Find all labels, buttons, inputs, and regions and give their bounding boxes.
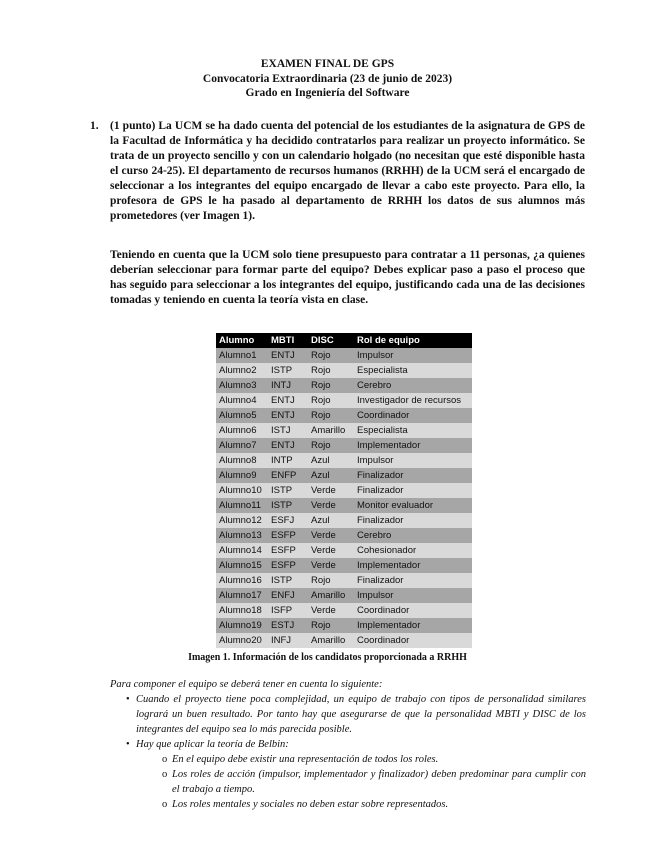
cell-disc: Rojo <box>308 618 354 633</box>
cell-mbti: INTJ <box>268 378 308 393</box>
cell-disc: Verde <box>308 543 354 558</box>
cell-rol: Cerebro <box>354 528 472 543</box>
question-number: 1. <box>90 120 99 132</box>
cell-mbti: ISTP <box>268 483 308 498</box>
candidates-table-wrapper <box>216 333 472 648</box>
column-header-disc: DISC <box>308 333 354 348</box>
cell-rol: Implementador <box>354 558 472 573</box>
cell-disc: Rojo <box>308 393 354 408</box>
cell-alumno: Alumno19 <box>216 618 268 633</box>
cell-alumno: Alumno1 <box>216 348 268 363</box>
cell-mbti: ESFP <box>268 528 308 543</box>
cell-rol: Cerebro <box>354 378 472 393</box>
table-row <box>216 633 472 648</box>
table-body <box>216 348 472 648</box>
cell-disc: Rojo <box>308 408 354 423</box>
table-row <box>216 423 472 438</box>
table-caption: Imagen 1. Información de los candidatos proporcionada a RRHH <box>188 652 467 663</box>
exam-title: EXAMEN FINAL DE GPS <box>260 58 395 70</box>
candidates-table <box>216 333 472 648</box>
notes-intro: Para componer el equipo se deberá tener en cuenta lo siguiente: <box>110 679 383 690</box>
cell-rol: Investigador de recursos <box>354 393 472 408</box>
cell-disc: Verde <box>308 558 354 573</box>
cell-disc: Verde <box>308 498 354 513</box>
cell-mbti: INFJ <box>268 633 308 648</box>
table-row <box>216 528 472 543</box>
cell-disc: Rojo <box>308 363 354 378</box>
cell-rol: Cohesionador <box>354 543 472 558</box>
table-row <box>216 483 472 498</box>
cell-rol: Coordinador <box>354 603 472 618</box>
cell-mbti: ESFP <box>268 543 308 558</box>
cell-rol: Impulsor <box>354 348 472 363</box>
table-row <box>216 348 472 363</box>
cell-disc: Verde <box>308 483 354 498</box>
cell-disc: Azul <box>308 513 354 528</box>
cell-disc: Azul <box>308 468 354 483</box>
cell-alumno: Alumno9 <box>216 468 268 483</box>
cell-mbti: ISFP <box>268 603 308 618</box>
table-row <box>216 558 472 573</box>
cell-disc: Rojo <box>308 438 354 453</box>
cell-mbti: ISTP <box>268 363 308 378</box>
cell-mbti: ESTJ <box>268 618 308 633</box>
cell-rol: Impulsor <box>354 588 472 603</box>
cell-disc: Amarillo <box>308 423 354 438</box>
cell-disc: Rojo <box>308 573 354 588</box>
table-row <box>216 543 472 558</box>
cell-alumno: Alumno2 <box>216 363 268 378</box>
exam-header <box>0 57 655 101</box>
cell-rol: Impulsor <box>354 453 472 468</box>
table-row <box>216 408 472 423</box>
cell-mbti: ENTJ <box>268 393 308 408</box>
cell-alumno: Alumno7 <box>216 438 268 453</box>
column-header-mbti: MBTI <box>268 333 308 348</box>
cell-disc: Amarillo <box>308 633 354 648</box>
cell-disc: Rojo <box>308 348 354 363</box>
cell-rol: Especialista <box>354 423 472 438</box>
table-row <box>216 588 472 603</box>
cell-rol: Finalizador <box>354 483 472 498</box>
table-row <box>216 513 472 528</box>
table-row <box>216 378 472 393</box>
cell-rol: Finalizador <box>354 513 472 528</box>
notes-list <box>110 692 586 812</box>
cell-disc: Verde <box>308 603 354 618</box>
cell-rol: Implementador <box>354 438 472 453</box>
exam-degree: Grado en Ingeniería del Software <box>245 87 410 99</box>
cell-disc: Azul <box>308 453 354 468</box>
question-paragraph-2: Teniendo en cuenta que la UCM solo tiene presupuesto para contratar a 11 personas, ¿a quienes deberían seleccionar para formar parte del equipo? Debes explicar paso a paso el proceso que has seguido para seleccionar a los integrantes del equipo, justificando cada una de las decisiones tomadas y teniendo en cuenta la teoría vista en clase. <box>110 249 585 306</box>
cell-disc: Rojo <box>308 378 354 393</box>
table-header-row <box>216 333 472 348</box>
cell-alumno: Alumno4 <box>216 393 268 408</box>
cell-rol: Implementador <box>354 618 472 633</box>
cell-alumno: Alumno13 <box>216 528 268 543</box>
cell-alumno: Alumno20 <box>216 633 268 648</box>
table-row <box>216 468 472 483</box>
cell-mbti: INTP <box>268 453 308 468</box>
table-row <box>216 498 472 513</box>
cell-mbti: ESFP <box>268 558 308 573</box>
cell-mbti: ESFJ <box>268 513 308 528</box>
cell-alumno: Alumno6 <box>216 423 268 438</box>
cell-rol: Coordinador <box>354 633 472 648</box>
note-subitem-1: o En el equipo debe existir una representación de todos los roles. <box>110 752 586 767</box>
cell-mbti: ENTJ <box>268 438 308 453</box>
cell-alumno: Alumno14 <box>216 543 268 558</box>
cell-rol: Monitor evaluador <box>354 498 472 513</box>
cell-mbti: ISTJ <box>268 423 308 438</box>
cell-rol: Especialista <box>354 363 472 378</box>
cell-alumno: Alumno18 <box>216 603 268 618</box>
note-bullet-1: • Cuando el proyecto tiene poca complejidad, un equipo de trabajo con tipos de personalidad similares logrará un buen resultado. Por tanto hay que asegurarse de que la personalidad MBTI y DISC de los integrantes del equipo sea lo más parecida posible. <box>110 692 586 737</box>
cell-rol: Finalizador <box>354 468 472 483</box>
cell-mbti: ENTJ <box>268 408 308 423</box>
column-header-rol: Rol de equipo <box>354 333 472 348</box>
cell-alumno: Alumno3 <box>216 378 268 393</box>
cell-disc: Amarillo <box>308 588 354 603</box>
question-paragraph-1: (1 punto) La UCM se ha dado cuenta del potencial de los estudiantes de la asignatura de GPS de la Facultad de Informática y ha decidido contratarlos para realizar un proyecto informático. Se trata de un proyecto sencillo y con un calendario holgado (no necesitan que esté disponible hasta el curso 24-25). El departamento de recursos humanos (RRHH) de la UCM será el encargado de seleccionar a los integrantes del equipo encargado de llevar a cabo este proyecto. Para ello, la profesora de GPS le ha pasado al departamento de RRHH los datos de sus alumnos más prometedores (ver Imagen 1). <box>110 120 585 222</box>
column-header-alumno: Alumno <box>216 333 268 348</box>
cell-rol: Finalizador <box>354 573 472 588</box>
note-bullet-2: • Hay que aplicar la teoría de Belbin: <box>110 737 586 752</box>
cell-alumno: Alumno11 <box>216 498 268 513</box>
table-row <box>216 573 472 588</box>
notes-section <box>110 677 586 812</box>
table-row <box>216 438 472 453</box>
cell-alumno: Alumno17 <box>216 588 268 603</box>
cell-mbti: ISTP <box>268 498 308 513</box>
note-subitem-2: o Los roles de acción (impulsor, implementador y finalizador) deben predominar para cumplir con el trabajo a tiempo. <box>110 767 586 797</box>
cell-alumno: Alumno5 <box>216 408 268 423</box>
exam-session: Convocatoria Extraordinaria (23 de junio de 2023) <box>202 72 453 85</box>
cell-disc: Verde <box>308 528 354 543</box>
cell-mbti: ENFJ <box>268 588 308 603</box>
table-row <box>216 603 472 618</box>
cell-alumno: Alumno10 <box>216 483 268 498</box>
cell-alumno: Alumno15 <box>216 558 268 573</box>
cell-mbti: ENFP <box>268 468 308 483</box>
cell-alumno: Alumno16 <box>216 573 268 588</box>
cell-mbti: ISTP <box>268 573 308 588</box>
table-row <box>216 393 472 408</box>
cell-alumno: Alumno12 <box>216 513 268 528</box>
cell-rol: Coordinador <box>354 408 472 423</box>
cell-alumno: Alumno8 <box>216 453 268 468</box>
table-row <box>216 453 472 468</box>
table-row <box>216 363 472 378</box>
cell-mbti: ENTJ <box>268 348 308 363</box>
note-subitem-3: o Los roles mentales y sociales no deben estar sobre representados. <box>110 797 586 812</box>
table-row <box>216 618 472 633</box>
